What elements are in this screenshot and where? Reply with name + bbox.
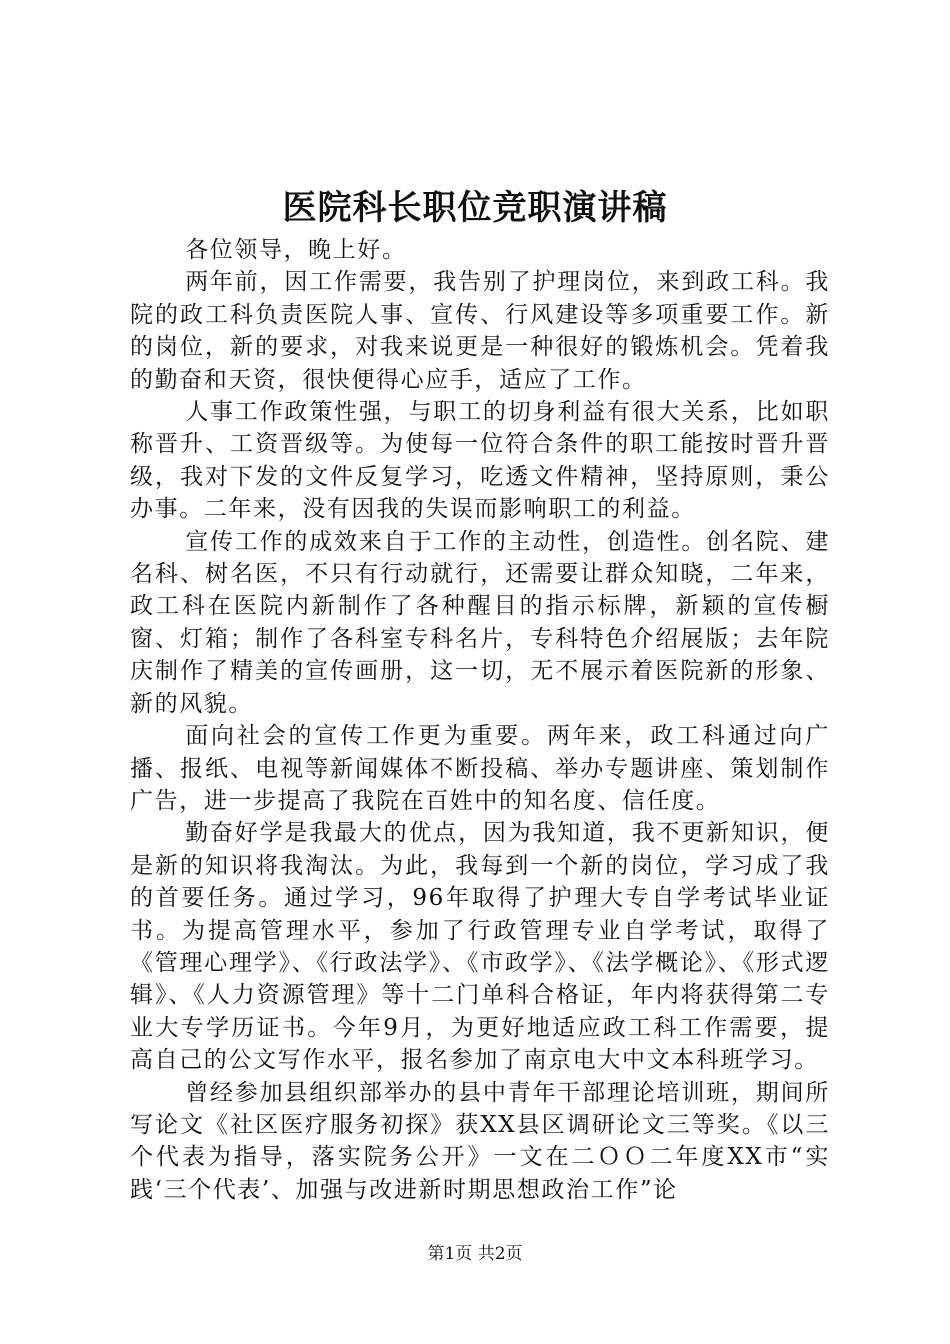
paragraph-greeting: 各位领导，晚上好。: [185, 237, 407, 263]
document-body: [130, 234, 830, 1206]
paragraph-study: 勤奋好学是我最大的优点，因为我知道，我不更新知识，便是新的知识将我淘汰。为此，我每到一个新的岗位，学习成了我的首要任务。通过学习，96年取得了护理大专自学考试毕业证书。为提高管理水平，参加了行政管理专业自学考试，取得了《管理心理学》、《行政法学》、《市政学》、《法学概论》、《形式逻辑》、《人力资源管理》等十二门单科合格证，年内将获得第二专业大专学历证书。今年9月，为更好地适应政工科工作需要，提高自己的公文写作水平，报名参加了南京电大中文本科班学习。: [130, 820, 830, 1074]
document-title: 医院科长职位竞职演讲稿: [282, 188, 668, 228]
page-footer: 第1页 共2页: [427, 1244, 523, 1264]
paragraph-publicity-work: 宣传工作的成效来自于工作的主动性，创造性。创名院、建名科、树名医，不只有行动就行，还需要让群众知晓，二年来，政工科在医院内新制作了各种醒目的指示标牌，新颖的宣传橱窗、灯箱；制作了各科室专科名片，专科特色介绍展版；去年院庆制作了精美的宣传画册，这一切，无不展示着医院新的形象、新的风貌。: [130, 528, 830, 717]
paragraph-training: 曾经参加县组织部举办的县中青年干部理论培训班，期间所写论文《社区医疗服务初探》获XX县区调研论文三等奖。《以三个代表为指导，落实院务公开》一文在二ＯＯ二年度XX市“实践‘三个代表’、加强与改进新时期思想政治工作”论: [130, 1079, 830, 1203]
paragraph-intro: 两年前，因工作需要，我告别了护理岗位，来到政工科。我院的政工科负责医院人事、宣传、行风建设等多项重要工作。新的岗位，新的要求，对我来说更是一种很好的锻炼机会。凭着我的勤奋和天资，很快便得心应手，适应了工作。: [130, 269, 830, 393]
paragraph-personnel-work: 人事工作政策性强，与职工的切身利益有很大关系，比如职称晋升、工资晋级等。为使每一位符合条件的职工能按时晋升晋级，我对下发的文件反复学习，吃透文件精神，坚持原则，秉公办事。二年来，没有因我的失误而影响职工的利益。: [130, 399, 830, 523]
paragraph-public-outreach: 面向社会的宣传工作更为重要。两年来，政工科通过向广播、报纸、电视等新闻媒体不断投稿、举办专题讲座、策划制作广告，进一步提高了我院在百姓中的知名度、信任度。: [130, 723, 830, 814]
